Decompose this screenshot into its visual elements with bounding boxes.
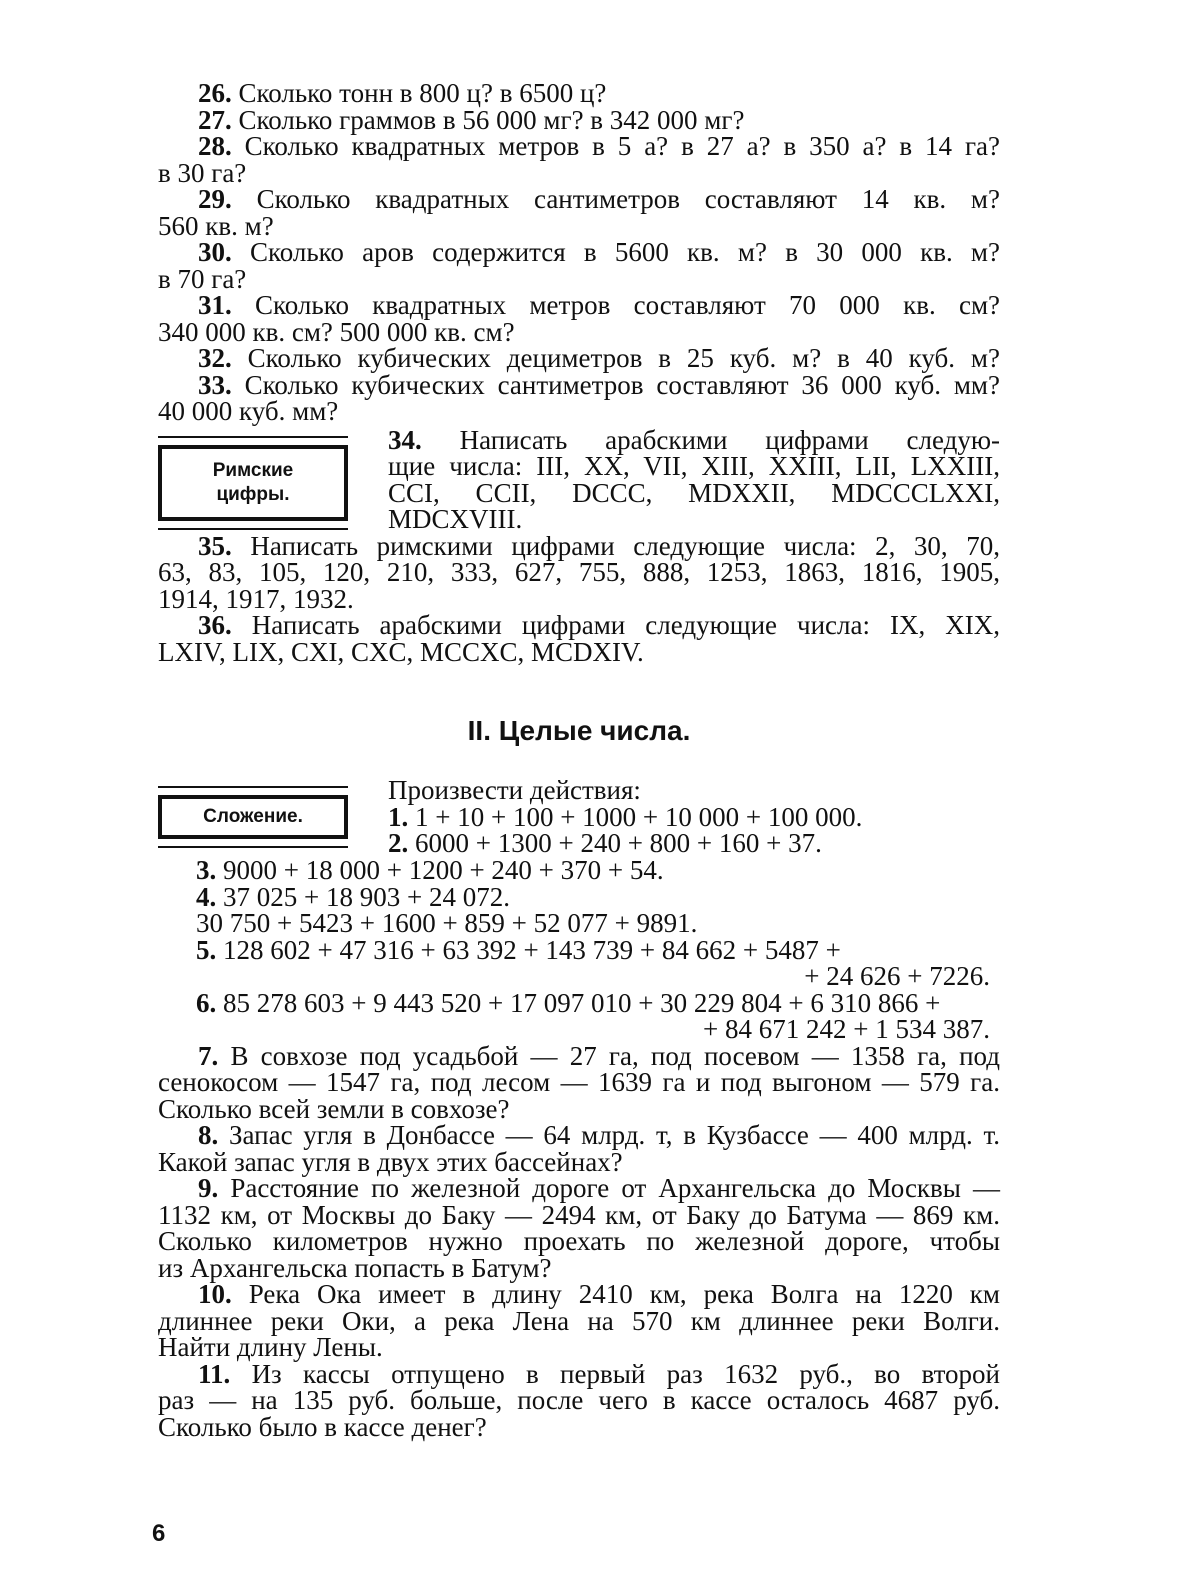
exercise-number: 1. [388, 801, 409, 832]
roman-label-line1: Римские [212, 459, 294, 481]
line-text: Из кассы отпущено в первый раз 1632 руб., во второй [251, 1358, 1001, 1389]
exercise-number: 2. [388, 828, 409, 858]
exercise-number: 33. [198, 369, 232, 400]
exercise-number: 9. [198, 1173, 219, 1203]
line-text: В совхозе под усадьбой — 27 га, под посевом — 1358 га, под [230, 1040, 1001, 1071]
exercise-number: 4. [196, 881, 217, 912]
text-line [158, 80, 1000, 107]
line-text: Сколько квадратных метров в 5 а? в 27 а? в 350 а? в 14 га? [244, 131, 1000, 161]
line-text: Расстояние по железной дороге от Архангельска до Москвы — [230, 1173, 1000, 1203]
line-text: Сколько было в кассе денег? [158, 1411, 487, 1442]
line-text: в 70 га? [158, 263, 247, 294]
addition-label: Сложение. [203, 806, 303, 827]
text-line [158, 1122, 1000, 1149]
line-text: Сколько всей земли в совхозе? [158, 1093, 510, 1124]
text-line [158, 559, 1000, 586]
text-line [158, 1040, 1001, 1071]
addition-label-box [158, 795, 348, 839]
line-text: щие числа: III, XX, VII, XIII, XXIII, LII, LXXIII, [388, 451, 1000, 481]
exercise-number: 29. [198, 184, 232, 214]
exercise-number: 30. [198, 237, 232, 267]
exercises-26-33 [158, 80, 1000, 425]
book-page [158, 80, 1000, 1440]
line-text: MDCXVIII. [388, 504, 523, 534]
exercise-number: 27. [198, 104, 232, 135]
addition-intro [388, 777, 1000, 857]
text-line [158, 239, 1000, 266]
text-line [158, 1411, 1000, 1442]
exercise-number: 28. [198, 131, 232, 161]
text-line [158, 1175, 1000, 1202]
exercise-number: 26. [198, 78, 232, 108]
text-line [158, 1146, 1000, 1177]
line-text: Сколько аров содержится в 5600 кв. м? в 30 000 кв. м? [249, 237, 1001, 267]
line-text: Сколько квадратных сантиметров составляют 14 кв. м? [256, 184, 1001, 214]
text-line [158, 1069, 1000, 1096]
text-line [158, 1305, 1000, 1336]
exercises-35-36 [158, 530, 1001, 667]
text-line [158, 263, 1000, 294]
line-text: 63, 83, 105, 120, 210, 333, 627, 755, 888, 1253, 1863, 1816, 1905, [158, 557, 1000, 587]
line-text: Сколько километров нужно проехать по железной дороге, чтобы [158, 1226, 1000, 1256]
text-line [158, 987, 1000, 1018]
line-text: + 84 671 242 + 1 534 387. [703, 1014, 990, 1044]
exercise-number: 36. [198, 610, 232, 640]
section-title: II. Целые числа. [467, 715, 691, 746]
text-line [158, 210, 1000, 241]
text-line [158, 1228, 1000, 1255]
exercises-7-11 [158, 1040, 1001, 1442]
line-text: 30 750 + 5423 + 1600 + 859 + 52 077 + 9891. [196, 908, 698, 938]
line-text: 340 000 кв. см? 500 000 кв. см? [158, 316, 515, 347]
text-line [158, 963, 1000, 990]
line-text: из Архангельска попасть в Батум? [158, 1252, 552, 1283]
line-text: Найти длину Лены. [158, 1332, 383, 1362]
line-text: раз — на 135 руб. больше, после чего в кассе осталось 4687 руб. [158, 1385, 1000, 1415]
text-line [158, 1334, 1000, 1361]
text-line [158, 369, 1000, 400]
line-text: Сколько кубических сантиметров составляют 36 000 куб. мм? [244, 369, 1000, 400]
line-text: длиннее реки Оки, а река Лена на 570 км длиннее реки Волги. [158, 1305, 1000, 1336]
exercise-number: 35. [198, 530, 232, 561]
text-line [158, 133, 1000, 160]
text-line [388, 424, 1000, 455]
line-text: Произвести действия: [388, 775, 641, 805]
text-line [158, 583, 1000, 614]
line-text: Запас угля в Донбассе — 64 млрд. т, в Кузбассе — 400 млрд. т. [228, 1120, 1001, 1150]
exercise-number: 6. [196, 987, 217, 1018]
line-text: 40 000 куб. мм? [158, 396, 339, 426]
roman-label-line2: цифры. [216, 483, 290, 505]
line-text: сенокосом — 1547 га, под лесом — 1639 га и под выгоном — 579 га. [158, 1067, 1000, 1097]
line-text: 1132 км, от Москвы до Баку — 2494 км, от Баку до Батума — 869 км. [158, 1199, 1000, 1230]
text-line [158, 316, 1000, 347]
text-line [158, 857, 1000, 884]
line-text: 9000 + 18 000 + 1200 + 240 + 370 + 54. [223, 855, 664, 885]
text-line [158, 1199, 1000, 1230]
line-text: + 24 626 + 7226. [804, 961, 990, 991]
line-text: Река Ока имеет в длину 2410 км, река Волга на 1220 км [248, 1279, 1001, 1309]
exercise-number: 8. [198, 1120, 219, 1150]
text-line [388, 830, 1000, 857]
text-line [388, 477, 1000, 508]
exercise-number: 3. [196, 855, 217, 885]
line-text: 128 602 + 47 316 + 63 392 + 143 739 + 84 662 + 5487 + [223, 934, 841, 965]
line-text: Написать арабскими цифрами следую- [459, 424, 1000, 455]
text-line [158, 530, 1001, 561]
line-text: Сколько квадратных метров составляют 70 000 кв. см? [255, 290, 1001, 320]
exercise-number: 32. [198, 343, 232, 373]
text-line [158, 398, 1000, 425]
line-text: LXIV, LIX, CXI, CXC, MCCXC, MCDXIV. [158, 636, 644, 667]
text-line [158, 1281, 1000, 1308]
roman-numerals-section [158, 424, 1000, 534]
line-text: 560 кв. м? [158, 210, 274, 241]
text-line [158, 292, 1000, 319]
line-text: Сколько кубических дециметров в 25 куб. м? в 40 куб. м? [247, 343, 1000, 373]
text-line [158, 1358, 1001, 1389]
exercise-number: 11. [198, 1358, 231, 1389]
page-number: 6 [152, 1520, 166, 1547]
text-line [158, 157, 1000, 188]
text-line [388, 453, 1000, 480]
exercise-number: 7. [198, 1040, 219, 1071]
exercises-3-6 [158, 857, 1000, 1043]
exercise-number: 5. [196, 934, 217, 965]
text-line [388, 777, 1000, 804]
text-line [388, 801, 1000, 832]
line-text: 85 278 603 + 9 443 520 + 17 097 010 + 30 229 804 + 6 310 866 + [223, 987, 941, 1018]
line-text: 6000 + 1300 + 240 + 800 + 160 + 37. [415, 828, 822, 858]
text-line [158, 186, 1000, 213]
line-text: Написать арабскими цифрами следующие числа: IX, XIX, [251, 610, 1001, 640]
text-line [158, 345, 1000, 372]
text-line [158, 104, 1000, 135]
text-line [158, 636, 1000, 667]
text-line [158, 1387, 1000, 1414]
text-line [158, 910, 1000, 937]
line-text: Написать римскими цифрами следующие числа: 2, 30, 70, [250, 530, 1001, 561]
addition-section [158, 777, 1000, 857]
roman-numerals-label-box [158, 445, 348, 521]
text-line [158, 934, 1000, 965]
line-text: CCI, CCII, DCCC, MDXXII, MDCCCLXXI, [388, 477, 1000, 508]
text-line [388, 506, 1000, 533]
exercise-34 [388, 424, 1000, 534]
text-line [158, 1016, 1000, 1043]
line-text: в 30 га? [158, 157, 247, 188]
text-line [158, 1252, 1000, 1283]
line-text: 37 025 + 18 903 + 24 072. [223, 881, 510, 912]
text-line [158, 612, 1000, 639]
line-text: Сколько граммов в 56 000 мг? в 342 000 мг? [238, 104, 745, 135]
exercise-number: 31. [198, 290, 232, 320]
line-text: Сколько тонн в 800 ц? в 6500 ц? [238, 78, 607, 108]
exercise-number: 34. [388, 424, 422, 455]
line-text: Какой запас угля в двух этих бассейнах? [158, 1146, 623, 1177]
text-line [158, 1093, 1000, 1124]
line-text: 1914, 1917, 1932. [158, 583, 354, 614]
text-line [158, 881, 1000, 912]
exercise-number: 10. [198, 1279, 232, 1309]
line-text: 1 + 10 + 100 + 1000 + 10 000 + 100 000. [415, 801, 863, 832]
